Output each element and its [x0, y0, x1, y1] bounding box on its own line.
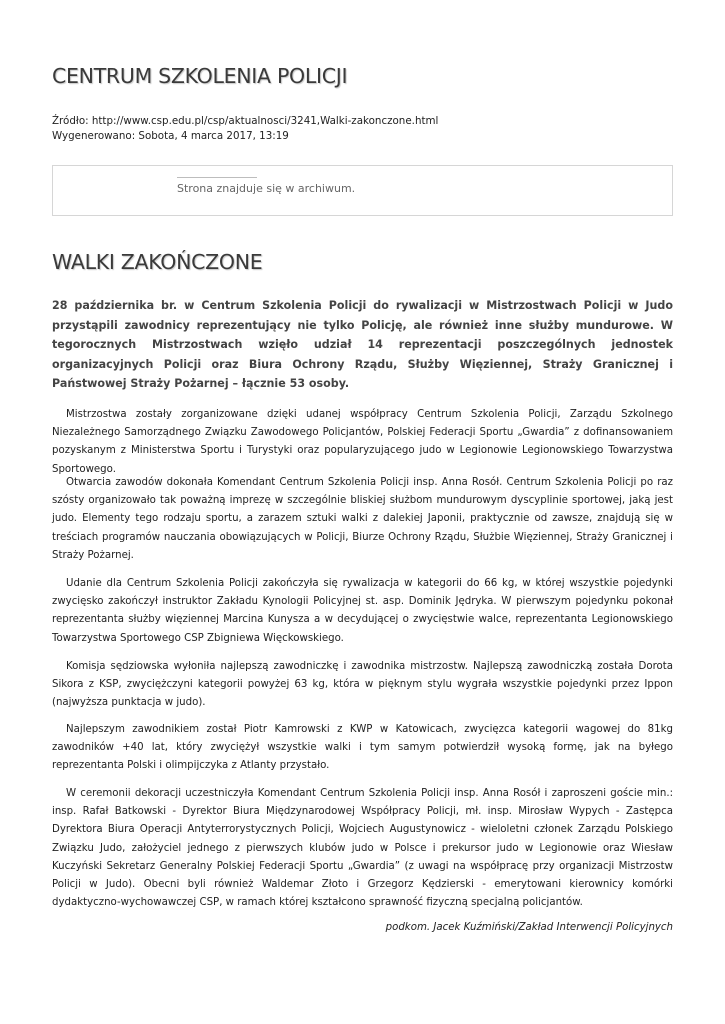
site-title: CENTRUM SZKOLENIA POLICJI — [52, 64, 348, 88]
archive-notice-box — [52, 165, 673, 216]
article-paragraph: Najlepszym zawodnikiem został Piotr Kamrowski z KWP w Katowicach, zwycięzca kategorii wagowej do 81kg zawodników +40 lat, który zwyciężył wszystkie walki i tym samym potwierdził wysoką formę, jak na byłego reprezentanta Polski i olimpijczyka z Atlanty przystało. — [52, 724, 673, 772]
document-meta — [52, 114, 438, 144]
source-line: Źródło: http://www.csp.edu.pl/csp/aktualnosci/3241,Walki-zakonczone.html — [52, 115, 439, 127]
article-paragraph: Mistrzostwa zostały zorganizowane dzięki udanej współpracy Centrum Szkolenia Policji, Zarządu Szkolnego Niezależnego Samorządnego Związku Zawodowego Policjantów, Polskiej Federacji Sportu „Gwardia” z dofinansowaniem pozyskanym z Ministerstwa Sportu i Turystyki oraz popularyzującego judo w Legionowie Legionowskiego Towarzystwa Sportowego. — [52, 409, 673, 475]
generated-line: Wygenerowano: Sobota, 4 marca 2017, 13:19 — [52, 130, 289, 142]
article-paragraph: Udanie dla Centrum Szkolenia Policji zakończyła się rywalizacja w kategorii do 66 kg, w której wszystkie pojedynki zwycięsko zakończył instruktor Zakładu Kynologii Policyjnej st. asp. Dominik Jędryka. W pierwszym pojedynku pokonał reprezentanta służby więziennej Marcina Kunysza a w decydującej o zwycięstwie walce, reprezentanta Legionowskiego Towarzystwa Sportowego CSP Zbigniewa Więckowskiego. — [52, 578, 673, 644]
article-lead: 28 października br. w Centrum Szkolenia Policji do rywalizacji w Mistrzostwach Policji w Judo przystąpili zawodnicy reprezentujący nie tylko Policję, ale również inne służby mundurowe. W tegorocznych Mistrzostwach wzięło udział 14 reprezentacji poszczególnych jednostek organizacyjnych Policji oraz Biura Ochrony Rządu, Służby Więziennej, Straży Granicznej i Państwowej Straży Pożarnej – łącznie 53 osoby. — [52, 299, 673, 391]
archive-divider — [177, 177, 257, 178]
article-signature: podkom. Jacek Kuźmiński/Zakład Interwencji Policyjnych — [385, 922, 673, 933]
article-paragraph: Otwarcia zawodów dokonała Komendant Centrum Szkolenia Policji insp. Anna Rosół. Centrum Szkolenia Policji po raz szósty organizowało tak poważną imprezę w szczególnie bliskiej służbom mundurowym dyscyplinie sportowej, jaką jest judo. Elementy tego rodzaju sportu, a zarazem sztuki walki z dalekiej Japonii, praktycznie od zawsze, znajdują się w treściach programów nauczania obowiązujących w Policji, Biurze Ochrony Rządu, Służbie Więziennej, Straży Granicznej i Straży Pożarnej. — [52, 477, 673, 561]
archive-notice: Strona znajduje się w archiwum. — [177, 182, 356, 195]
article-title: WALKI ZAKOŃCZONE — [52, 250, 263, 274]
article-paragraph: Komisja sędziowska wyłoniła najlepszą zawodniczkę i zawodnika mistrzostw. Najlepszą zawodniczką została Dorota Sikora z KSP, zwyciężczyni kategorii powyżej 63 kg, która w pięknym stylu wygrała wszystkie pojedynki przez Ippon (najwyższa punktacja w judo). — [52, 661, 673, 709]
article-paragraph: W ceremonii dekoracji uczestniczyła Komendant Centrum Szkolenia Policji insp. Anna Rosół i zaproszeni goście min.: insp. Rafał Batkowski - Dyrektor Biura Międzynarodowej Współpracy Policji, mł. insp. Mirosław Wypych - Zastępca Dyrektora Biura Operacji Antyterrorystycznych Policji, Wojciech Augustynowicz - wieloletni członek Zarządu Polskiego Związku Judo, założyciel jednego z pierwszych klubów judo w Polsce i prekursor judo w Legionowie oraz Wiesław Kuczyński Sekretarz Generalny Polskiej Federacji Sportu „Gwardia” (z uwagi na współpracę przy organizacji Mistrzostw Policji w Judo). Obecni byli również Waldemar Złoto i Grzegorz Kędzierski - emerytowani kierownicy komórki dydaktyczno-wychowawczej CSP, w ramach której kształcono sprawność fizyczną specjalną policjantów. — [52, 788, 673, 909]
